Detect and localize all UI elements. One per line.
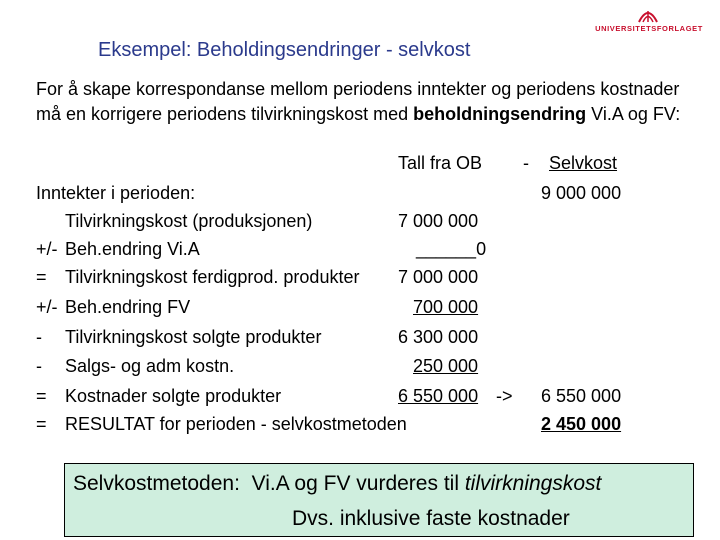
intro-tail: Vi.A og FV: [586, 104, 681, 124]
table-row [36, 265, 636, 290]
row-label: Tilvirkningskost (produksjonen) [65, 211, 313, 231]
row-label: Tilvirkningskost solgte produkter [65, 327, 322, 347]
seal-icon [637, 6, 659, 23]
row-prefix: = [36, 386, 47, 406]
row-arrow: -> [496, 386, 513, 406]
table-row [36, 181, 636, 206]
summary-emphasis: tilvirkningskost [464, 472, 602, 495]
row-label: Beh.endring FV [65, 297, 191, 317]
summary-text: Vi.A og FV vurderes til [251, 472, 465, 495]
table-row [36, 295, 636, 320]
row-prefix: - [36, 356, 42, 376]
table-row [36, 325, 636, 350]
row-prefix: = [36, 267, 47, 287]
row-ob-value: 7 000 000 [398, 267, 479, 287]
publisher-logo [585, 6, 713, 36]
row-ob-value: 6 300 000 [398, 327, 479, 347]
intro-bold-term: beholdningsendring [413, 104, 587, 124]
column-header-ob: Tall fra OB [398, 153, 483, 173]
column-header-separator: - [523, 153, 529, 173]
table-row [36, 384, 636, 409]
row-ob-value: 700 000 [413, 297, 479, 317]
column-header-selvkost: Selvkost [549, 153, 618, 173]
row-ob-value: 6 550 000 [398, 386, 479, 406]
row-prefix: +/- [36, 239, 58, 259]
row-selvkost-amount: 9 000 000 [541, 183, 622, 203]
row-selvkost-amount: 6 550 000 [541, 386, 622, 406]
page-title: Eksempel: Beholdingsendringer - selvkost [98, 39, 471, 61]
table-row [36, 412, 636, 437]
row-ob-value: ______0 [416, 239, 487, 259]
table-row [36, 354, 636, 379]
row-label: RESULTAT for perioden - selvkostmetoden [65, 414, 407, 434]
row-prefix: - [36, 327, 42, 347]
row-label: Kostnader solgte produkter [65, 386, 282, 406]
result-amount: 2 450 000 [541, 414, 622, 434]
column-header-row [36, 151, 636, 176]
row-label: Tilvirkningskost ferdigprod. produkter [65, 267, 360, 287]
row-label: Salgs- og adm kostn. [65, 356, 235, 376]
table-row [36, 237, 636, 262]
summary-box [64, 463, 694, 537]
logo-text: UNIVERSITETSFORLAGET [595, 24, 703, 33]
row-ob-value: 250 000 [413, 356, 479, 376]
table-row [36, 209, 636, 234]
summary-line-1 [73, 472, 601, 496]
row-prefix: = [36, 414, 47, 434]
row-label: Inntekter i perioden: [36, 183, 196, 203]
summary-line-2: Dvs. inklusive faste kostnader [292, 507, 570, 530]
intro-text: For å skape korrespondanse mellom periodens inntekter og periodens kostnader må en korrigere periodens tilvirkningskost med [36, 79, 680, 124]
intro-paragraph [36, 77, 696, 127]
summary-term: Selvkostmetoden: [73, 472, 240, 495]
row-label: Beh.endring Vi.A [65, 239, 200, 259]
row-ob-value: 7 000 000 [398, 211, 479, 231]
row-prefix: +/- [36, 297, 58, 317]
